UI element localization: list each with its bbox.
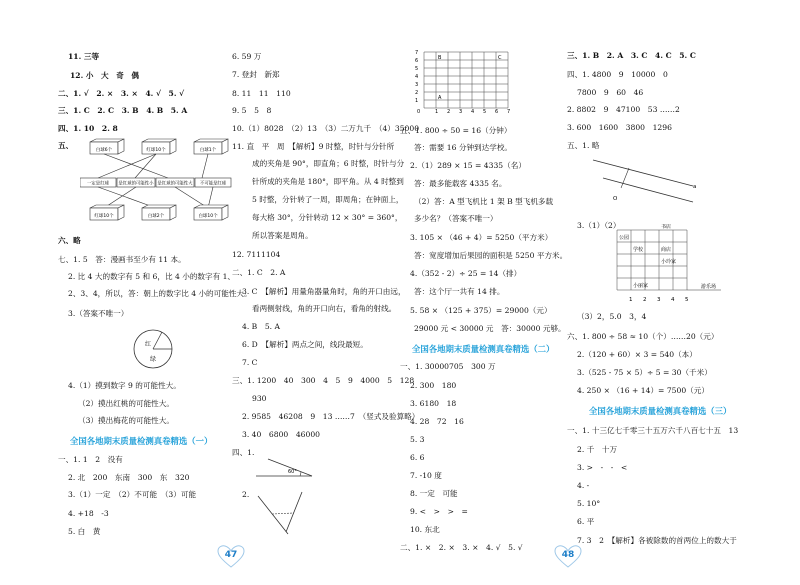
- map-place: 公园: [619, 235, 630, 241]
- map-place: 学校: [633, 247, 644, 253]
- bubble-label: 不可能是红球: [199, 181, 227, 187]
- answer-line: 2、3、4，所以，答：朝上的数字比 4 小的可能性大。: [68, 289, 252, 298]
- answer-line: 8. 一定 可能: [410, 489, 458, 498]
- answer-line: 多少名？（答案不唯一）: [414, 214, 498, 223]
- column-3: [400, 0, 570, 560]
- answer-line: 12. 7111104: [232, 250, 281, 259]
- location-map-figure: [603, 224, 733, 304]
- answer-line: 4.（352 - 2）÷ 25 = 14（排）: [410, 269, 522, 278]
- answer-line: 12. 小 大 奇 偶: [70, 71, 140, 80]
- answer-line: 6. D 【解析】两点之间，线段最短。: [242, 340, 368, 349]
- answer-line: 针所成的夹角是 180°，即平角。从 4 时整到: [252, 177, 404, 186]
- grid-point-label: C: [498, 55, 502, 61]
- answer-line: 3. > - - <: [577, 463, 628, 472]
- grid-y-tick: 6: [415, 58, 419, 64]
- answer-line: 2. 8802 9 47100 53 ……2: [567, 105, 680, 114]
- answer-line: 5. 10°: [577, 499, 601, 508]
- map-x-tick: 3: [657, 297, 661, 303]
- answer-line: 11. 三等: [68, 52, 100, 61]
- answer-line: 2. 千 十万: [577, 445, 618, 454]
- answer-line: 4. 250 × （16 + 14）= 7500（元）: [577, 386, 709, 395]
- answer-line: 29000 元 < 30000 元 答：30000 元够。: [414, 324, 566, 333]
- grid-x-tick: 6: [495, 109, 499, 114]
- grid-x-tick: 4: [471, 109, 475, 114]
- answer-line: 一、1. 30000705 300 万: [400, 362, 496, 371]
- answer-line: 3. 105 × （46 + 4）= 5250（平方米）: [410, 233, 553, 242]
- answer-line: 2.（120 + 60）× 3 = 540（本）: [577, 350, 697, 359]
- answer-line: 2. 北 200 东南 300 东 320: [68, 473, 190, 482]
- answer-line: 7. 登封 新郑: [232, 70, 280, 79]
- figure-label: a: [693, 184, 697, 190]
- answer-line: 六、1. 800 ÷ 58 ≈ 10（个）……20（元）: [567, 332, 719, 341]
- map-place: 小丽家: [633, 283, 649, 289]
- answer-line: 11. 直 平 周 【解析】9 时整，时针与分针所: [232, 142, 395, 151]
- answer-line: 2. 300 180: [410, 381, 457, 390]
- map-x-tick: 4: [671, 297, 675, 303]
- spinner-circle-figure: [128, 327, 178, 371]
- answer-line: 7800 9 60 46: [577, 88, 644, 97]
- section-heading: 全国各地期末质量检测真卷精选（一）: [70, 436, 213, 446]
- answer-line: 三、1. C 2. C 3. B 4. B 5. A: [58, 106, 188, 115]
- grid-y-tick: 4: [415, 74, 419, 80]
- answer-line: 四、1. 4800 9 10000 0: [567, 70, 668, 79]
- answer-line: 3. 6180 18: [410, 399, 457, 408]
- answer-line: 2. 9585 46208 9 13 ……7 （竖式及验算略）: [242, 412, 420, 421]
- answer-line: 2. 比 4 大的数字有 5 和 6，比 4 小的数字有 1、: [68, 272, 236, 281]
- answer-line: 二、1. C 2. A: [232, 268, 286, 277]
- answer-line: （2）摸出红桃的可能性大。: [78, 399, 174, 408]
- answer-line: 每大格 30°，分针转动 12 × 30° = 360°，: [252, 213, 403, 222]
- grid-y-tick: 2: [415, 90, 419, 96]
- answer-line: 六、略: [58, 236, 81, 245]
- answer-line: 五、: [58, 141, 74, 150]
- section-heading: 全国各地期末质量检测真卷精选（二）: [412, 344, 555, 354]
- answer-line: 10.（1）8028 （2）13 （3）二万九千 （4）35000: [232, 124, 420, 133]
- answer-line: 一、1. 1 2 没有: [58, 455, 123, 464]
- answer-line: 3. 40 6800 46000: [242, 430, 320, 439]
- answer-line: 4. -: [577, 481, 590, 490]
- coordinate-grid-figure: [414, 48, 514, 114]
- grid-y-tick: 1: [415, 98, 419, 104]
- map-place: 小玲家: [661, 259, 677, 265]
- map-x-tick: 1: [629, 297, 633, 303]
- answer-line: 2.: [242, 490, 250, 499]
- grid-x-tick: 3: [459, 109, 463, 114]
- answer-line: 4. 28 72 16: [410, 417, 464, 426]
- answer-line: 7. 3 2 【解析】各被除数的首两位上的数大于: [577, 536, 737, 545]
- map-label: 游乐场: [701, 284, 717, 290]
- answer-line: 6. 平: [577, 517, 595, 526]
- page-number-right: 48: [561, 550, 575, 560]
- circle-label: 绿: [150, 356, 157, 363]
- grid-point-label: B: [438, 55, 442, 61]
- angle-figure: [254, 456, 316, 482]
- grid-x-tick: 2: [447, 109, 451, 114]
- circle-label: 红: [145, 341, 152, 348]
- answer-line: 一、1. 十三亿七千零三十五万六千八百七十五 13: [567, 426, 739, 435]
- answer-line: 930: [252, 394, 267, 403]
- answer-line: 二、1. √ 2. × 3. × 4. √ 5. √: [58, 89, 185, 98]
- answer-line: 7. -10 度: [410, 471, 442, 480]
- answer-line: 3.（1）一定 （2）不可能 （3）可能: [68, 490, 197, 499]
- answer-line: 二、1. × 2. × 3. × 4. √ 5. √: [400, 543, 523, 552]
- box-label: 红球10个: [94, 214, 114, 219]
- answer-line: 10. 东北: [410, 525, 440, 534]
- answer-line: 3. 600 1600 3800 1296: [567, 123, 672, 132]
- answer-line: 看两侧射线，角的开口向右，看角的射线。: [252, 304, 397, 313]
- answer-line: 7. C: [242, 358, 258, 367]
- grid-x-tick: 1: [435, 109, 439, 114]
- answer-line: 6. 59 万: [232, 52, 262, 61]
- box-label: 白球6个: [95, 148, 113, 153]
- column-4: [567, 0, 757, 560]
- answer-line: 三、1. B 2. A 3. C 4. C 5. C: [567, 51, 696, 60]
- box-label: 白球10个: [198, 214, 218, 219]
- answer-line: 成的夹角是 90°，即直角；6 时整，时针与分: [252, 159, 405, 168]
- answer-line: 3. C 【解析】用量角器量角时，角的开口由远，: [242, 287, 406, 296]
- answer-line: 所以答案是周角。: [252, 231, 313, 240]
- answer-line: 3.（525 - 75 × 5）÷ 5 = 30（千米）: [577, 368, 712, 377]
- answer-line: 8. 11 11 110: [232, 89, 291, 98]
- grid-y-tick: 7: [415, 50, 419, 56]
- figure-label: O: [613, 196, 618, 202]
- answer-line: 答：宽度增加后果园的面积是 5250 平方米。: [414, 251, 568, 260]
- answer-line: 5. 白 黄: [68, 527, 101, 536]
- box-label: 白球1个: [199, 148, 217, 153]
- answer-line: 4. +18 -3: [68, 509, 109, 518]
- answer-line: 五、1. 800 ÷ 50 = 16（分钟）: [400, 126, 512, 135]
- grid-y-tick: 3: [415, 82, 419, 88]
- page-number-left: 47: [224, 550, 238, 560]
- answer-line: 4.（1）摸到数字 9 的可能性大。: [68, 381, 181, 390]
- map-x-tick: 2: [643, 297, 647, 303]
- answer-line: 答：最多能载客 4335 名。: [414, 179, 507, 188]
- map-x-tick: 5: [685, 297, 689, 303]
- grid-point-label: A: [438, 95, 442, 101]
- grid-x-tick: 7: [507, 109, 511, 114]
- angle-label: 60°: [288, 469, 297, 475]
- map-place: 书店: [661, 224, 672, 230]
- box-label: 白球2个: [147, 214, 165, 219]
- answer-line: 5. 3: [410, 435, 425, 444]
- answer-line: 四、1.: [232, 448, 255, 457]
- answer-line: 5 时整，分针转了一周，即周角；在钟面上，: [252, 195, 404, 204]
- bubble-label: 一定是红球: [87, 181, 109, 187]
- answer-line: 答：这个厅一共有 14 排。: [414, 287, 505, 296]
- answer-line: （2）答：A 型飞机比 1 架 B 型飞机多载: [414, 197, 554, 206]
- answer-line: （3）2，5.0 3，4: [577, 312, 647, 321]
- answer-line: 五、1. 略: [567, 141, 600, 150]
- map-place: 商店: [661, 247, 672, 253]
- answer-line: 5. 58 × （125 + 375）= 29000（元）: [410, 306, 552, 315]
- answer-line: 2.（1）289 × 15 = 4335（名）: [410, 161, 526, 170]
- answer-line: 4. B 5. A: [242, 322, 280, 331]
- bubble-label: 是红球的可能性小: [118, 181, 154, 187]
- perpendicular-figure: [250, 486, 320, 536]
- answer-line: 6. 6: [410, 453, 425, 462]
- parallel-lines-figure: [589, 152, 699, 208]
- answer-line: 答：需要 16 分钟到达学校。: [414, 143, 513, 152]
- answer-line: 七、1. 5 答：漫画书至少有 11 本。: [58, 255, 186, 264]
- answer-line: 9. < > > =: [410, 507, 468, 516]
- answer-line: 9. 5 5 8: [232, 106, 272, 115]
- ball-box-matching-figure: [80, 138, 235, 226]
- answer-line: 3.（答案不唯一）: [68, 309, 129, 318]
- section-heading: 全国各地期末质量检测真卷精选（三）: [589, 406, 732, 416]
- grid-y-tick: 5: [415, 66, 419, 72]
- box-label: 红球10个: [146, 148, 166, 153]
- answer-line: （3）摸出梅花的可能性大。: [78, 416, 174, 425]
- answer-line: 三、1. 1200 40 300 4 5 9 4000 5 128: [232, 376, 415, 385]
- answer-line: 四、1. 10 2. 8: [58, 124, 118, 133]
- grid-y-tick: 0: [417, 109, 421, 114]
- grid-x-tick: 5: [483, 109, 487, 114]
- bubble-label: 是红球的可能性大: [157, 181, 193, 187]
- answer-line: 3.（1）（2）: [577, 221, 621, 230]
